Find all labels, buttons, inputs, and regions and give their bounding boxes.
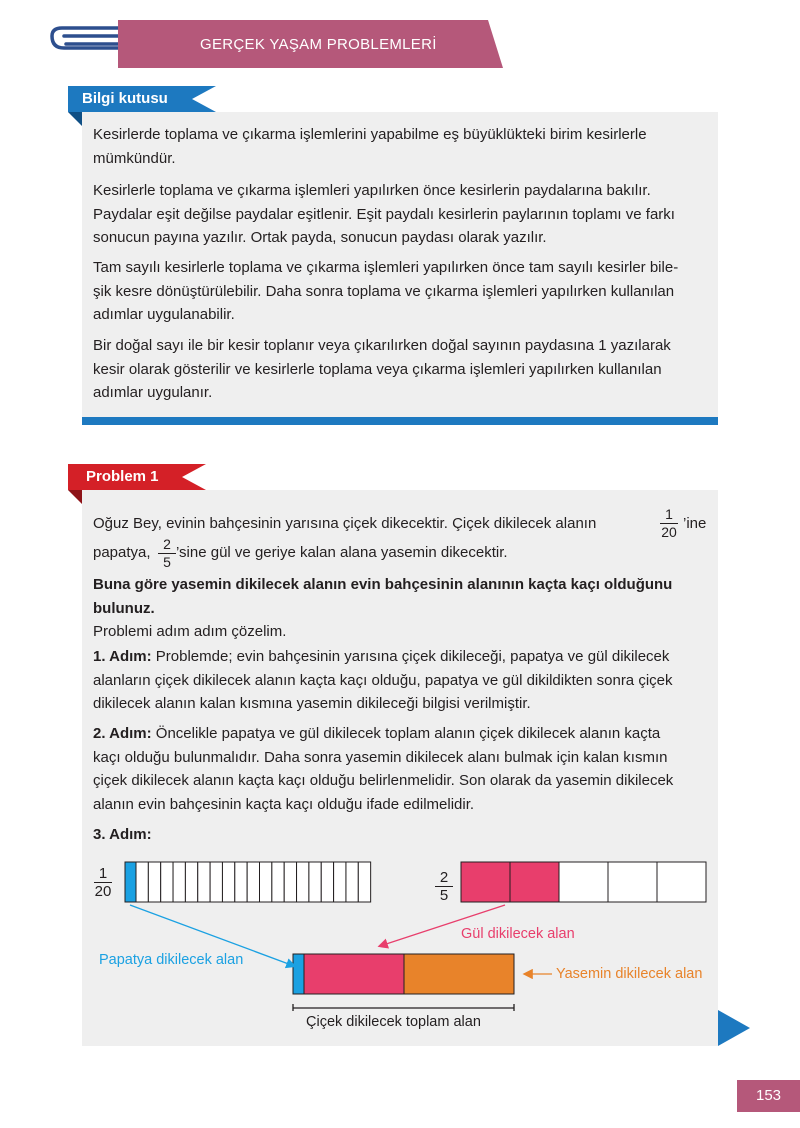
step-1: 1. Adım: Problemde; evin bahçesinin yarısına çiçek dikileceği, papatya ve gül dikilecek alanların çiçek dikilecek alanın kaçta kaçı olduğu, papatya ve gül dikildikten sonra çiçek dikilecek alanın kalan kısmına yasemin dikileceği bilgisi verilmiştir. xyxy=(93,648,673,712)
label-gul: Gül dikilecek alan xyxy=(461,926,575,942)
info-paragraph-4: Bir doğal sayı ile bir kesir toplanır veya çıkarılırken doğal sayının paydasına 1 yazılarak kesir olarak gösterilir ve kesirlerle toplama veya çıkarma işlemleri yapılırken kullanılan adımlar uygulanır. xyxy=(93,337,671,401)
page-number: 153 xyxy=(737,1080,800,1112)
fraction-1-20: 1 20 xyxy=(661,506,677,540)
label-papatya: Papatya dikilecek alan xyxy=(99,952,244,968)
problem-intro: Problemi adım adım çözelim. xyxy=(93,623,287,640)
twentieth-cell xyxy=(247,862,259,902)
twentieth-cell xyxy=(210,862,222,902)
info-paragraph-3: Tam sayılı kesirlerle toplama ve çıkarma işlemleri yapılırken önce tam sayılı kesirler bile- şik kesre dönüştürülebilir. Daha sonra toplama ve çıkarma işlemleri yapılırken kullanılan adımlar uygulanabilir. xyxy=(93,259,679,323)
step-2: 2. Adım: Öncelikle papatya ve gül dikilecek toplam alanın çiçek dikilecek alanın kaçta kaçı olduğu bulunmalıdır. Daha sonra yasemin dikilecek alanı bulmak için kalan kısmın çiçek dikilecek alanın kaçta kaçı olduğu belirlenmelidir. Son olarak da yasemin dikilecek alanın evin bahçesinin kaçta kaçı olduğu ifade edilmelidir. xyxy=(93,725,674,813)
twentieth-cell xyxy=(334,862,346,902)
twentieth-cell xyxy=(148,862,160,902)
twentieth-cell xyxy=(173,862,185,902)
strip-fifths xyxy=(461,862,706,902)
twentieth-cell xyxy=(161,862,173,902)
total-bracket xyxy=(293,1004,514,1011)
twentieth-cell xyxy=(297,862,309,902)
twentieth-cell xyxy=(185,862,197,902)
info-paragraph-2: Kesirlerle toplama ve çıkarma işlemleri yapılırken önce kesirlerin paydalarına bakılır. Paydalar eşit değilse paydalar eşitlenir. Eşit paydalı kesirlerin paylarının toplamı ve farkı sonucun payına yazılır. Ortak payda, sonucun paydası olarak yazılır. xyxy=(93,182,675,246)
diagram-fraction-1-20: 1 20 xyxy=(94,865,112,900)
twentieth-cell xyxy=(272,862,284,902)
twentieth-cell xyxy=(358,862,370,902)
label-total: Çiçek dikilecek toplam alan xyxy=(306,1014,481,1030)
twentieth-cell xyxy=(321,862,333,902)
twentieth-cell xyxy=(235,862,247,902)
info-box-tag-label: Bilgi kutusu xyxy=(82,90,168,107)
diagram-fraction-2-5: 2 5 xyxy=(433,870,455,903)
twentieth-cell xyxy=(309,862,321,902)
twentieth-cell xyxy=(260,862,272,902)
twentieth-cell xyxy=(284,862,296,902)
problem-line-1-suffix: ’ine xyxy=(683,515,707,532)
fraction-2-5: 2 5 xyxy=(156,537,178,570)
problem-line-2-suffix: ’sine gül ve geriye kalan alana yasemin dikecektir. xyxy=(176,544,508,561)
combined-bar xyxy=(293,954,514,994)
twentieth-cell xyxy=(346,862,358,902)
twentieth-cell xyxy=(136,862,148,902)
problem-tag-label: Problem 1 xyxy=(86,468,159,485)
step-3: 3. Adım: xyxy=(93,826,152,843)
next-page-arrow-icon[interactable] xyxy=(718,1010,752,1046)
header-title: GERÇEK YAŞAM PROBLEMLERİ xyxy=(200,36,437,53)
label-yasemin: Yasemin dikilecek alan xyxy=(556,966,703,982)
strip-twentieths xyxy=(125,862,371,902)
twentieth-cell xyxy=(222,862,234,902)
problem-question: Buna göre yasemin dikilecek alanın evin bahçesinin alanının kaçta kaçı olduğunu bulunuz. xyxy=(93,576,673,617)
twentieth-cell xyxy=(198,862,210,902)
info-paragraph-1: Kesirlerde toplama ve çıkarma işlemlerini yapabilme eş büyüklükteki birim kesirlerle mümkündür. xyxy=(93,126,647,167)
problem-line-2: papatya, xyxy=(93,544,151,561)
problem-line-1: Oğuz Bey, evinin bahçesinin yarısına çiçek dikecektir. Çiçek dikilecek alanın xyxy=(93,515,597,532)
